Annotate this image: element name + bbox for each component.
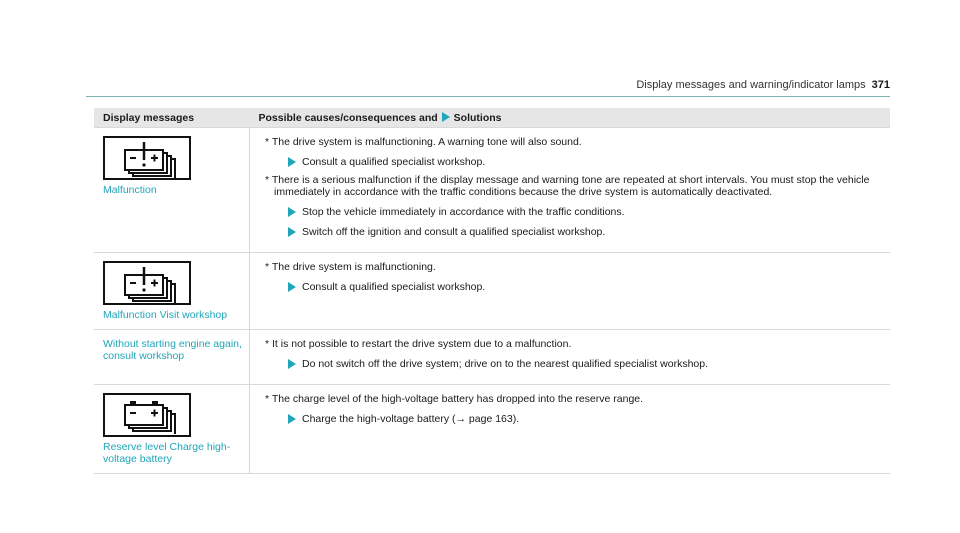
table-row bbox=[94, 330, 890, 385]
arrow-icon bbox=[288, 359, 296, 369]
col-header-display-messages: Display messages bbox=[94, 108, 250, 128]
cause-text: * The drive system is malfunctioning. A warning tone will also sound. bbox=[265, 136, 582, 148]
arrow-icon bbox=[288, 282, 296, 292]
solution-item: Switch off the ignition and consult a qualified specialist workshop. bbox=[288, 226, 880, 238]
solution-item: Consult a qualified specialist workshop. bbox=[288, 281, 880, 293]
solution-item: Consult a qualified specialist workshop. bbox=[288, 156, 880, 168]
arrow-icon bbox=[288, 414, 296, 424]
message-table bbox=[94, 108, 890, 474]
cause-text: * It is not possible to restart the drive system due to a malfunction. bbox=[265, 338, 572, 350]
col-header-causes: Possible causes/consequences and Solutions bbox=[250, 108, 891, 128]
message-label: Without starting engine again, consult workshop bbox=[103, 338, 242, 362]
battery-icon bbox=[103, 393, 191, 437]
battery-warning-icon bbox=[103, 136, 191, 180]
table-row bbox=[94, 253, 890, 330]
table-row bbox=[94, 128, 890, 253]
message-label: Malfunction bbox=[103, 184, 157, 196]
cause-text: * The drive system is malfunctioning. bbox=[265, 261, 436, 273]
page-number: 371 bbox=[871, 79, 890, 91]
message-label: Malfunction Visit workshop bbox=[103, 309, 228, 321]
page-header bbox=[636, 79, 890, 91]
cause-text: * The charge level of the high-voltage battery has dropped into the reserve range. bbox=[265, 393, 644, 405]
cause-text: * There is a serious malfunction if the display message and warning tone are repeated at short intervals. You must stop the vehicle immediately in accordance with the traffic conditions because the drive system is automatically deactivated. bbox=[265, 174, 870, 198]
message-label: Reserve level Charge high-voltage battery bbox=[103, 441, 231, 465]
battery-warning-icon bbox=[103, 261, 191, 305]
solution-item: Charge the high-voltage battery (→ page 163). bbox=[288, 413, 880, 425]
table-row bbox=[94, 385, 890, 474]
arrow-icon bbox=[288, 157, 296, 167]
arrow-icon bbox=[288, 227, 296, 237]
page-header-title: Display messages and warning/indicator lamps bbox=[636, 79, 866, 91]
header-rule bbox=[86, 96, 890, 97]
solution-item: Do not switch off the drive system; drive on to the nearest qualified specialist workshop. bbox=[288, 358, 880, 370]
arrow-icon bbox=[442, 112, 450, 122]
solution-item: Stop the vehicle immediately in accordance with the traffic conditions. bbox=[288, 206, 880, 218]
arrow-icon bbox=[288, 207, 296, 217]
